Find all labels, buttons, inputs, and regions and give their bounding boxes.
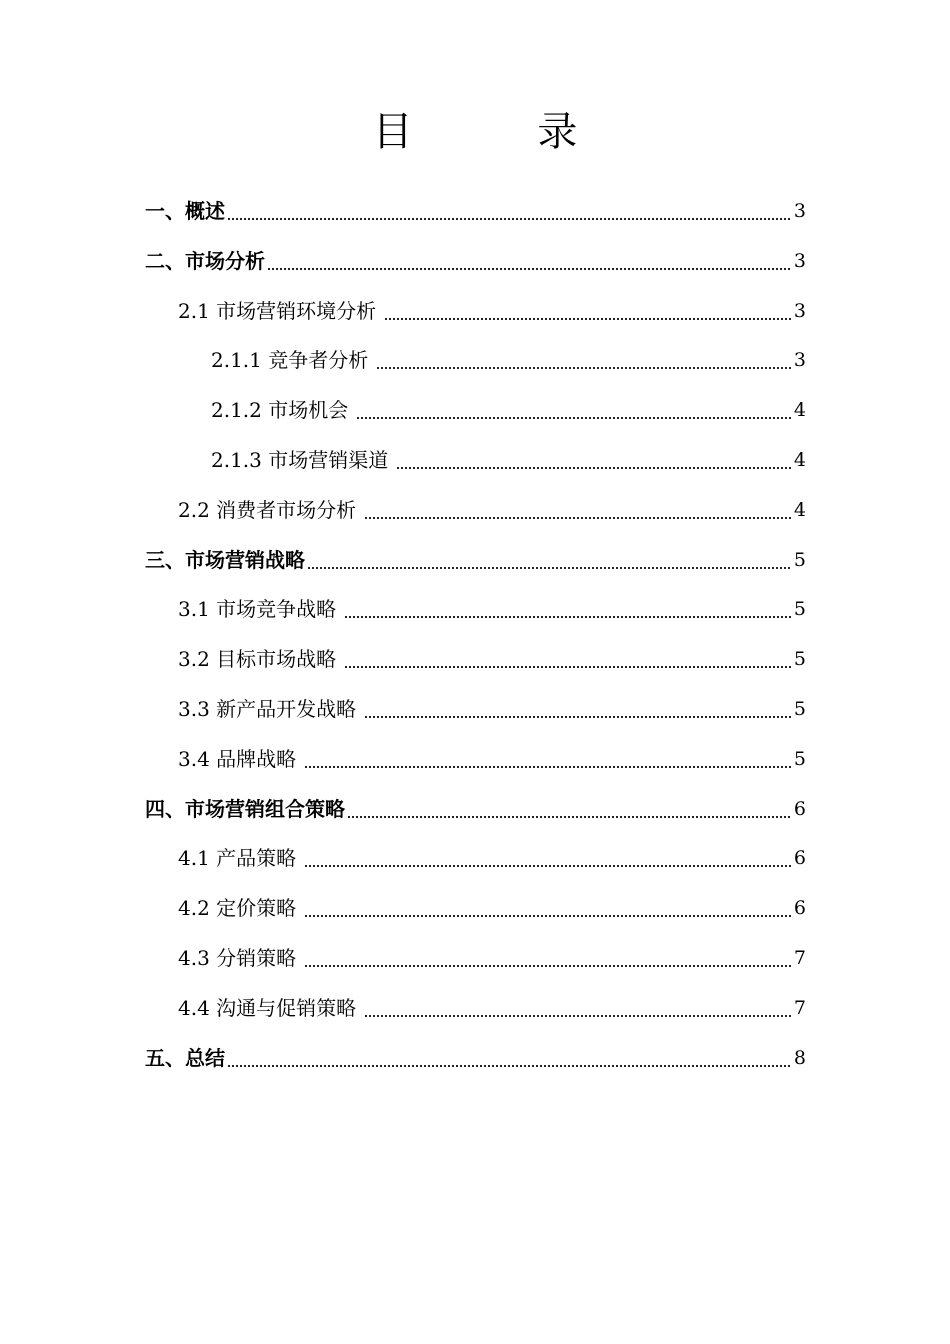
toc-entry-label: 4.1 产品策略 bbox=[178, 846, 297, 871]
toc-entry-label: 四、市场营销组合策略 bbox=[145, 796, 345, 821]
toc-entry[interactable] bbox=[211, 385, 806, 435]
toc-leader-dots bbox=[304, 833, 792, 883]
toc-entry[interactable] bbox=[178, 983, 806, 1033]
toc-leader-dots bbox=[344, 634, 792, 684]
toc-leader-dots bbox=[304, 734, 792, 784]
toc-leader-dots bbox=[364, 983, 792, 1033]
toc-page-number: 4 bbox=[793, 399, 806, 422]
toc-leader-dots bbox=[304, 883, 792, 933]
toc-leader-dots bbox=[227, 186, 792, 236]
toc-page-number: 7 bbox=[793, 996, 806, 1019]
toc-entry-label: 3.2 目标市场战略 bbox=[178, 647, 337, 672]
toc-page-number: 3 bbox=[793, 200, 806, 222]
toc-entry-label: 2.1 市场营销环境分析 bbox=[178, 298, 377, 323]
toc-leader-dots bbox=[267, 236, 792, 286]
toc-page-number: 3 bbox=[793, 349, 806, 372]
toc-page-number: 4 bbox=[793, 449, 806, 471]
toc-page-number: 6 bbox=[793, 797, 806, 820]
toc-page-number: 8 bbox=[793, 1046, 806, 1069]
toc-leader-dots bbox=[376, 335, 792, 385]
toc-entry[interactable] bbox=[178, 734, 806, 784]
toc-entry[interactable] bbox=[178, 883, 806, 933]
toc-entry[interactable] bbox=[178, 286, 806, 336]
toc-entry[interactable] bbox=[145, 186, 806, 236]
toc-entry[interactable] bbox=[211, 435, 806, 485]
toc-entry[interactable] bbox=[178, 933, 806, 983]
toc-entry[interactable] bbox=[178, 684, 806, 734]
toc-entry-label: 二、市场分析 bbox=[145, 248, 265, 273]
toc-entry-label: 2.1.1 竞争者分析 bbox=[211, 348, 369, 373]
toc-entry-label: 2.2 消费者市场分析 bbox=[178, 497, 357, 522]
toc-leader-dots bbox=[356, 385, 792, 435]
toc-leader-dots bbox=[396, 435, 792, 485]
toc-page-number: 5 bbox=[793, 747, 806, 770]
toc-entry[interactable] bbox=[178, 485, 806, 535]
toc-page-number: 5 bbox=[793, 548, 806, 571]
toc-entry-label: 3.3 新产品开发战略 bbox=[178, 697, 357, 721]
toc-leader-dots bbox=[364, 485, 792, 535]
toc-leader-dots bbox=[304, 933, 792, 983]
toc-entry-label: 4.4 沟通与促销策略 bbox=[178, 995, 357, 1020]
toc-entry-label: 3.1 市场竞争战略 bbox=[178, 597, 337, 622]
page-title: 目 录 bbox=[372, 109, 634, 155]
toc-entry[interactable] bbox=[145, 784, 806, 834]
toc-page-number: 7 bbox=[793, 947, 806, 969]
toc-entry-label: 2.1.3 市场营销渠道 bbox=[211, 448, 389, 472]
toc-page-number: 6 bbox=[793, 847, 806, 870]
toc-leader-dots bbox=[307, 535, 792, 585]
toc-leader-dots bbox=[384, 286, 792, 336]
toc-leader-dots bbox=[227, 1033, 792, 1083]
toc-page-number: 4 bbox=[793, 498, 806, 521]
toc-entry-label: 五、总结 bbox=[145, 1045, 225, 1070]
toc-entry[interactable] bbox=[145, 236, 806, 286]
toc-leader-dots bbox=[364, 684, 792, 734]
toc-page-number: 3 bbox=[793, 249, 806, 272]
toc-page-number: 5 bbox=[793, 698, 806, 720]
toc-entry-label: 3.4 品牌战略 bbox=[178, 746, 297, 771]
toc-entry-label: 4.3 分销策略 bbox=[178, 946, 297, 970]
toc-entry-label: 2.1.2 市场机会 bbox=[211, 398, 349, 423]
toc-entry-label: 三、市场营销战略 bbox=[145, 547, 305, 572]
toc-entry-label: 一、概述 bbox=[145, 199, 225, 223]
toc-entry[interactable] bbox=[211, 335, 806, 385]
toc-entry[interactable] bbox=[178, 634, 806, 684]
toc-entry[interactable] bbox=[178, 584, 806, 634]
toc-page-number: 5 bbox=[793, 648, 806, 671]
toc-entry-label: 4.2 定价策略 bbox=[178, 896, 297, 921]
toc-entry[interactable] bbox=[178, 833, 806, 883]
toc-page-number: 5 bbox=[793, 598, 806, 621]
toc-page-number: 3 bbox=[793, 299, 806, 322]
toc-leader-dots bbox=[347, 784, 792, 834]
toc-leader-dots bbox=[344, 584, 792, 634]
toc-entry[interactable] bbox=[145, 1033, 806, 1083]
toc-entry[interactable] bbox=[145, 535, 806, 585]
toc-page-number: 6 bbox=[793, 897, 806, 920]
